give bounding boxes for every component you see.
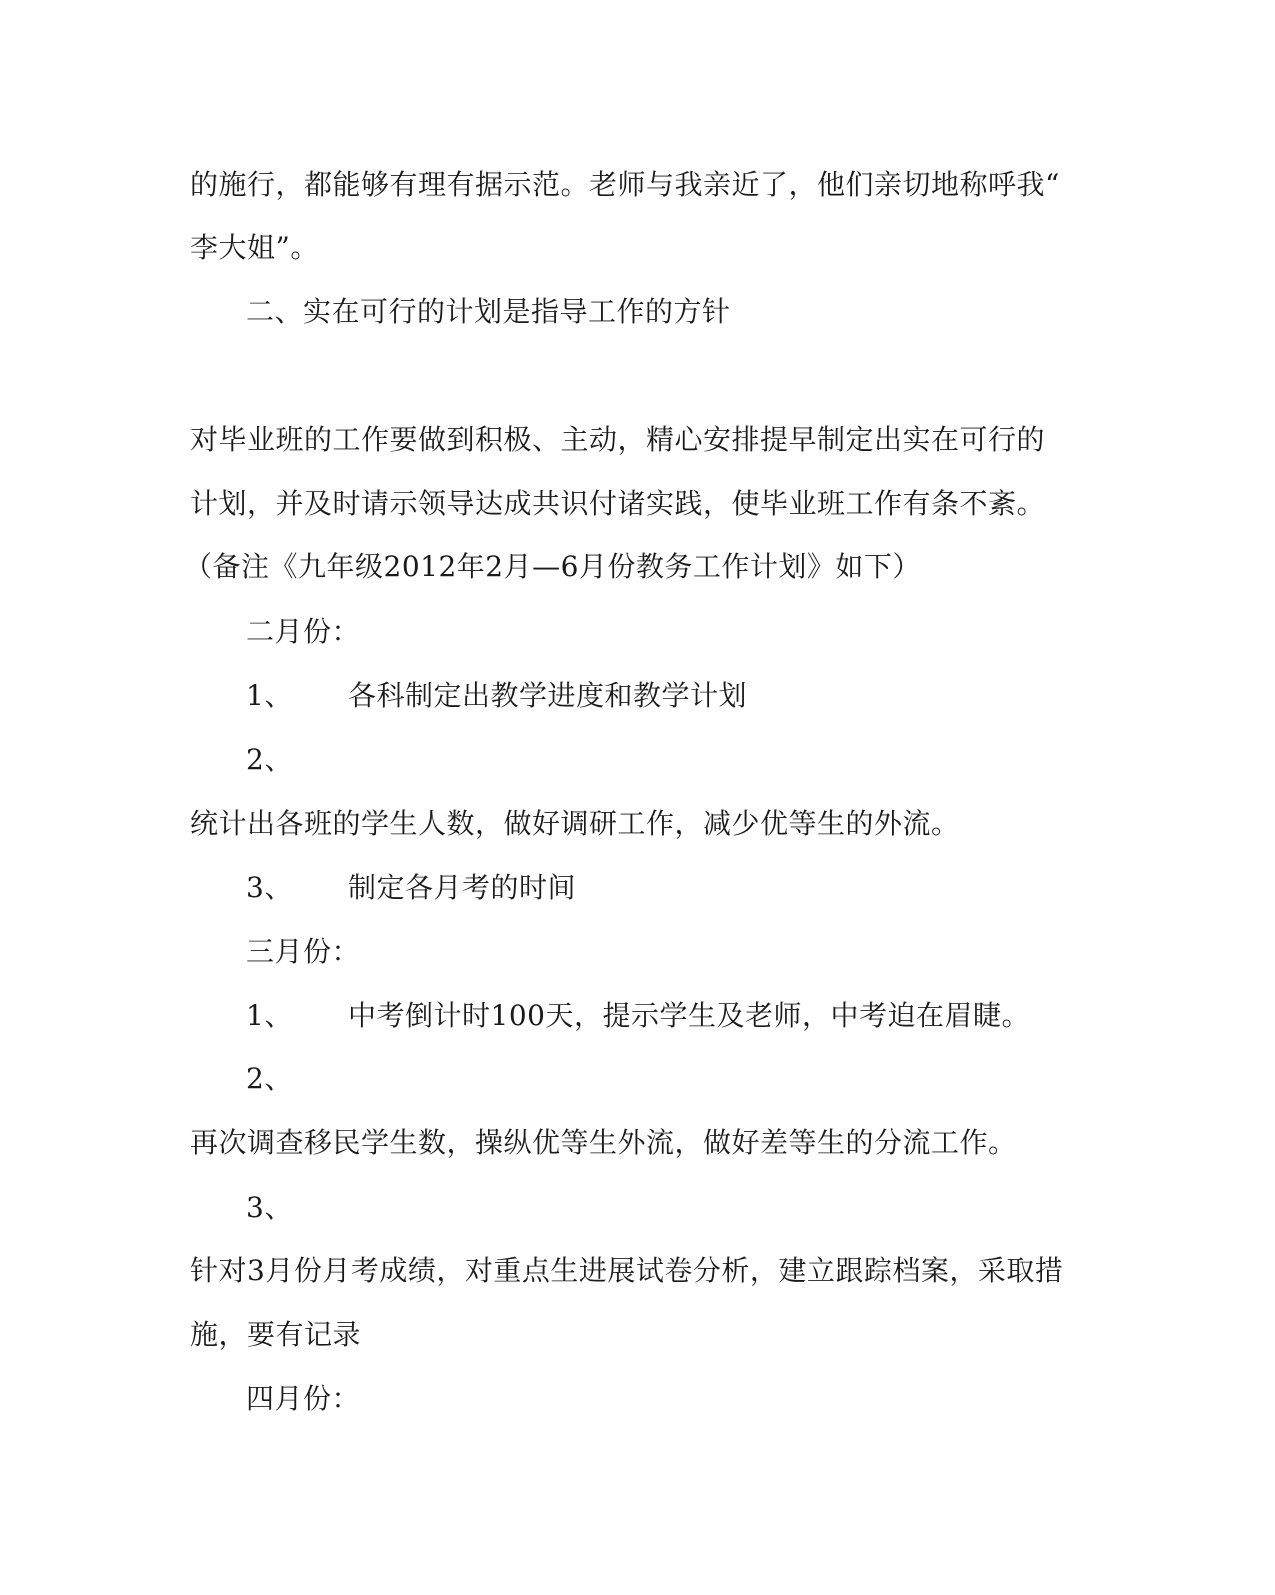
list-item-number: 2、 (246, 743, 293, 776)
month-heading-march: 三月份： (246, 935, 361, 968)
list-item-text: 中考倒计时100天，提示学生及老师，中考迫在眉睫。 (348, 999, 1030, 1032)
section-heading: 二、实在可行的计划是指导工作的方针 (246, 295, 731, 328)
list-item-number: 3、 (246, 871, 293, 904)
list-item-text: 各科制定出教学进度和教学计划 (348, 679, 748, 712)
list-item-text: 统计出各班的学生人数，做好调研工作，减少优等生的外流。 (190, 807, 960, 840)
list-item-number: 1、 (246, 999, 293, 1032)
list-item-text: 制定各月考的时间 (348, 871, 577, 904)
month-heading-april: 四月份： (246, 1382, 361, 1415)
list-item-text: 再次调查移民学生数，操纵优等生外流，做好差等生的分流工作。 (190, 1126, 1017, 1159)
list-item-text: 针对3月份月考成绩，对重点生进展试卷分析，建立跟踪档案，采取措 (190, 1254, 1064, 1287)
list-item-number: 3、 (246, 1191, 293, 1224)
paragraph-line: 李大姐”。 (190, 231, 319, 264)
paragraph-line: 计划，并及时请示领导达成共识付诸实践，使毕业班工作有条不紊。 (190, 487, 1046, 520)
list-item-number: 1、 (246, 679, 293, 712)
paragraph-line: 的施行，都能够有理有据示范。老师与我亲近了，他们亲切地称呼我“ (190, 168, 1060, 201)
paragraph-line: （备注《九年级2012年2月—6月份教务工作计划》如下） (184, 550, 921, 583)
month-heading-february: 二月份： (246, 615, 361, 648)
list-item-text: 施，要有记录 (190, 1318, 362, 1351)
list-item-number: 2、 (246, 1062, 293, 1095)
paragraph-line: 对毕业班的工作要做到积极、主动，精心安排提早制定出实在可行的 (190, 423, 1046, 456)
